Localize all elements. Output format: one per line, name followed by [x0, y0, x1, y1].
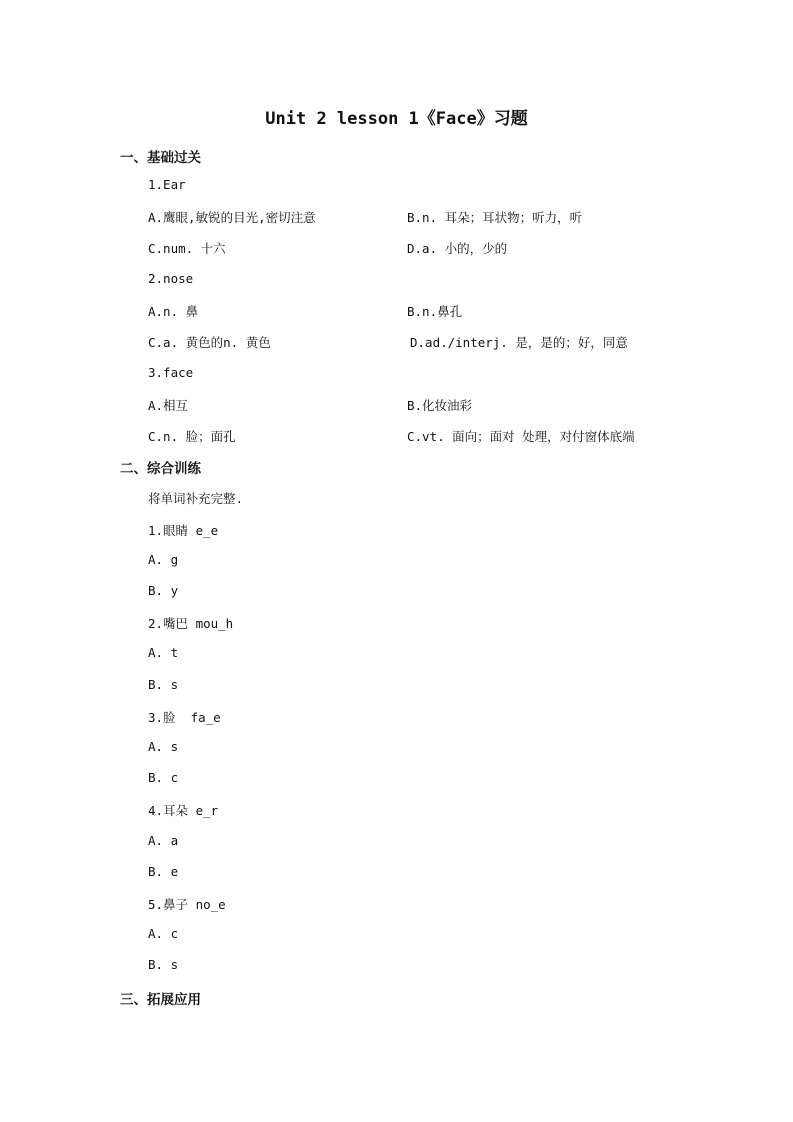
question-stem: 4.耳朵 e_r — [148, 803, 219, 818]
option-a: A. t — [148, 645, 179, 660]
section-heading-extension: 三、拓展应用 — [120, 992, 201, 1008]
question-stem: 2.nose — [148, 271, 194, 286]
question-stem: 1.Ear — [148, 177, 186, 192]
option-d: D.a. 小的，少的 — [407, 241, 508, 256]
option-a: A. c — [148, 926, 179, 941]
option-b: B.n.鼻孔 — [407, 304, 463, 319]
instruction-text: 将单词补充完整. — [148, 491, 244, 506]
option-a: A. a — [148, 833, 179, 848]
option-c: C.a. 黄色的n. 黄色 — [148, 335, 271, 350]
question-stem: 3.face — [148, 365, 194, 380]
option-a: A. g — [148, 552, 179, 567]
option-a: A.鹰眼,敏锐的目光,密切注意 — [148, 210, 316, 225]
option-d: D.ad./interj. 是，是的；好，同意 — [410, 335, 628, 350]
option-b: B. c — [148, 770, 179, 785]
option-d: C.vt. 面向；面对 处理，对付窗体底端 — [407, 429, 635, 444]
question-stem: 1.眼睛 e_e — [148, 523, 219, 538]
option-c: C.n. 脸；面孔 — [148, 429, 236, 444]
option-b: B. e — [148, 864, 179, 879]
page-title: Unit 2 lesson 1《Face》习题 — [265, 109, 528, 129]
option-b: B. y — [148, 583, 179, 598]
section-heading-practice: 二、综合训练 — [120, 461, 201, 477]
section-heading-basics: 一、基础过关 — [120, 150, 201, 166]
question-stem: 2.嘴巴 mou_h — [148, 616, 234, 631]
option-a: A.相互 — [148, 398, 189, 413]
option-b: B. s — [148, 677, 179, 692]
option-b: B.化妆油彩 — [407, 398, 473, 413]
option-a: A.n. 鼻 — [148, 304, 199, 319]
question-stem: 3.脸 fa_e — [148, 710, 221, 725]
option-b: B.n. 耳朵；耳状物；听力，听 — [407, 210, 583, 225]
option-b: B. s — [148, 957, 179, 972]
question-stem: 5.鼻子 no_e — [148, 897, 226, 912]
option-a: A. s — [148, 739, 179, 754]
option-c: C.num. 十六 — [148, 241, 226, 256]
